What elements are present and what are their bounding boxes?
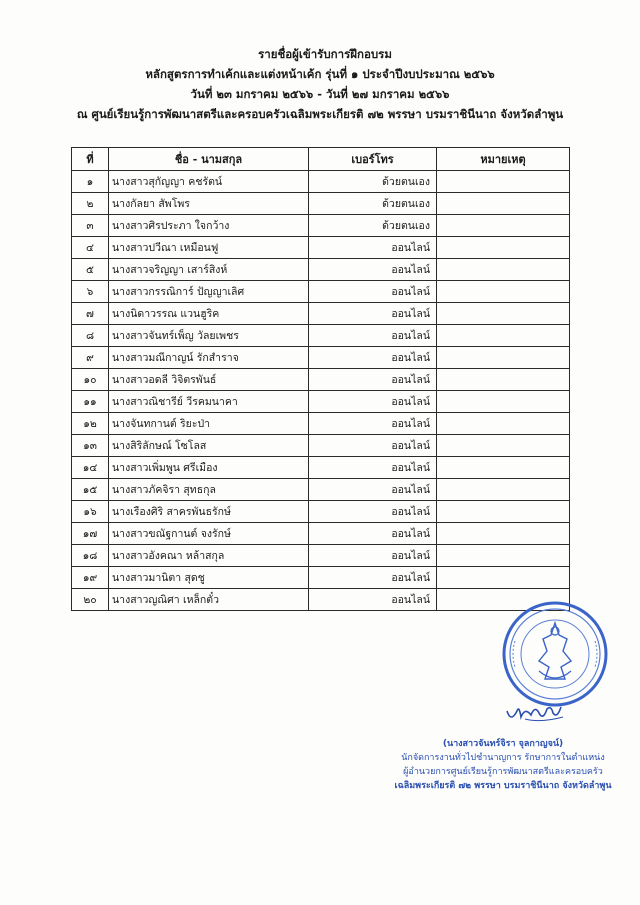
date-line: วันที่ ๒๓ มกราคม ๒๕๖๖ - วันที่ ๒๗ มกราคม ๒๕๖๖	[190, 87, 450, 101]
row-number: ๑๐	[72, 369, 109, 391]
participant-name: นางสาวปวีณา เหมือนฟู	[109, 237, 309, 259]
col-header-no: ที่	[72, 148, 109, 171]
remark-cell	[437, 325, 570, 347]
contact-method: ออนไลน์	[309, 589, 437, 611]
contact-method: ออนไลน์	[309, 237, 437, 259]
contact-method: ด้วยตนเอง	[309, 215, 437, 237]
handwritten-signature	[505, 697, 565, 727]
participant-name: นางสิริลักษณ์ โซโลส	[109, 435, 309, 457]
signer-position-line1: นักจัดการงานทั่วไปชำนาญการ รักษาการในตำแหน่ง	[401, 753, 605, 763]
remark-cell	[437, 457, 570, 479]
remark-cell	[437, 545, 570, 567]
participant-name: นางสาวอังคณา หล้าสกุล	[109, 545, 309, 567]
participant-name: นางจันทกานต์ ริยะป่า	[109, 413, 309, 435]
contact-method: ออนไลน์	[309, 567, 437, 589]
document-title: รายชื่อผู้เข้ารับการฝึกอบรม	[258, 47, 392, 61]
remark-cell	[437, 567, 570, 589]
remark-cell	[437, 281, 570, 303]
remark-cell	[437, 215, 570, 237]
remark-cell	[437, 369, 570, 391]
table-row	[72, 391, 570, 413]
participant-table	[71, 147, 570, 611]
remark-cell	[437, 523, 570, 545]
table-row	[72, 435, 570, 457]
row-number: ๖	[72, 281, 109, 303]
contact-method: ออนไลน์	[309, 545, 437, 567]
table-row	[72, 237, 570, 259]
remark-cell	[437, 347, 570, 369]
participant-name: นางสาวภัคจิรา สุทธกุล	[109, 479, 309, 501]
contact-method: ออนไลน์	[309, 281, 437, 303]
row-number: ๕	[72, 259, 109, 281]
row-number: ๑๑	[72, 391, 109, 413]
participant-name: นางสาวขณัฐกานต์ จงรักษ์	[109, 523, 309, 545]
participant-name: นางสาวมณีกาญน์ รักสำราจ	[109, 347, 309, 369]
contact-method: ออนไลน์	[309, 369, 437, 391]
contact-method: ออนไลน์	[309, 259, 437, 281]
row-number: ๑๕	[72, 479, 109, 501]
participant-name: นางนิดาวรรณ แวนฮูริค	[109, 303, 309, 325]
participant-name: นางสาวณิชารีย์ วีรคมนาคา	[109, 391, 309, 413]
table-row	[72, 325, 570, 347]
table-row	[72, 259, 570, 281]
row-number: ๑๗	[72, 523, 109, 545]
participant-name: นางสาวจริญญา เสาร์สิงห์	[109, 259, 309, 281]
col-header-name: ชื่อ - นามสกุล	[109, 148, 309, 171]
contact-method: ออนไลน์	[309, 413, 437, 435]
row-number: ๒	[72, 193, 109, 215]
remark-cell	[437, 171, 570, 193]
signer-position-line2: ผู้อำนวยการศูนย์เรียนรู้การพัฒนาสตรีและครอบครัว	[403, 767, 603, 777]
table-row	[72, 171, 570, 193]
table-row	[72, 303, 570, 325]
participant-name: นางสาวญณิศา เหล็กตั๋ว	[109, 589, 309, 611]
table-row	[72, 193, 570, 215]
signer-name: (นางสาวจันทร์จิรา จุลกาญจน์)	[442, 739, 564, 749]
table-row	[72, 215, 570, 237]
document-header	[0, 44, 640, 124]
table-row	[72, 523, 570, 545]
table-row	[72, 369, 570, 391]
row-number: ๓	[72, 215, 109, 237]
table-row	[72, 501, 570, 523]
contact-method: ด้วยตนเอง	[309, 193, 437, 215]
remark-cell	[437, 303, 570, 325]
participant-name: นางสาวจันทร์เพ็ญ วัลยเพชร	[109, 325, 309, 347]
participant-name: นางสาวศิรประภา ใจกว้าง	[109, 215, 309, 237]
row-number: ๑๓	[72, 435, 109, 457]
row-number: ๑๒	[72, 413, 109, 435]
remark-cell	[437, 193, 570, 215]
table-row	[72, 457, 570, 479]
participant-name: นางสาวอดลี วิจิตรพันธ์	[109, 369, 309, 391]
remark-cell	[437, 413, 570, 435]
signature-block	[368, 737, 638, 793]
table-row	[72, 413, 570, 435]
row-number: ๑๔	[72, 457, 109, 479]
remark-cell	[437, 501, 570, 523]
col-header-note: หมายเหตุ	[437, 148, 570, 171]
contact-method: ออนไลน์	[309, 325, 437, 347]
remark-cell	[437, 237, 570, 259]
row-number: ๙	[72, 347, 109, 369]
contact-method: ออนไลน์	[309, 457, 437, 479]
contact-method: ออนไลน์	[309, 347, 437, 369]
remark-cell	[437, 391, 570, 413]
contact-method: ออนไลน์	[309, 523, 437, 545]
row-number: ๔	[72, 237, 109, 259]
participant-name: นางสาวกรรณิการ์ ปัญญาเลิศ	[109, 281, 309, 303]
contact-method: ออนไลน์	[309, 391, 437, 413]
venue-line: ณ ศูนย์เรียนรู้การพัฒนาสตรีและครอบครัวเฉลิมพระเกียรติ ๗๒ พรรษา บรมราชินีนาถ จังหวัดลำพูน	[76, 107, 564, 121]
participant-name: นางสาวสุกัญญา คชรัตน์	[109, 171, 309, 193]
table-row	[72, 347, 570, 369]
row-number: ๒๐	[72, 589, 109, 611]
table-row	[72, 567, 570, 589]
participant-name: นางกัลยา สัพโพร	[109, 193, 309, 215]
remark-cell	[437, 259, 570, 281]
contact-method: ด้วยตนเอง	[309, 171, 437, 193]
table-row	[72, 479, 570, 501]
table-header-row	[72, 148, 570, 171]
signer-position-line3: เฉลิมพระเกียรติ ๗๒ พรรษา บรมราชินีนาถ จังหวัดลำพูน	[394, 781, 612, 791]
remark-cell	[437, 479, 570, 501]
table-row	[72, 545, 570, 567]
course-line: หลักสูตรการทำเค้กและแต่งหน้าเค้ก รุ่นที่ ๑ ประจำปีงบประมาณ ๒๕๖๖	[145, 67, 495, 81]
remark-cell	[437, 435, 570, 457]
contact-method: ออนไลน์	[309, 303, 437, 325]
row-number: ๑๖	[72, 501, 109, 523]
table-row	[72, 589, 570, 611]
row-number: ๑๘	[72, 545, 109, 567]
col-header-phone: เบอร์โทร	[309, 148, 437, 171]
row-number: ๗	[72, 303, 109, 325]
row-number: ๘	[72, 325, 109, 347]
contact-method: ออนไลน์	[309, 479, 437, 501]
official-seal-icon	[501, 601, 609, 707]
contact-method: ออนไลน์	[309, 435, 437, 457]
participant-name: นางสาวมานิตา สุดชู	[109, 567, 309, 589]
participant-name: นางสาวเพิ่มพูน ศรีเมือง	[109, 457, 309, 479]
table-row	[72, 281, 570, 303]
contact-method: ออนไลน์	[309, 501, 437, 523]
row-number: ๑	[72, 171, 109, 193]
row-number: ๑๙	[72, 567, 109, 589]
participant-name: นางเรืองศิริ สาครพันธรักษ์	[109, 501, 309, 523]
